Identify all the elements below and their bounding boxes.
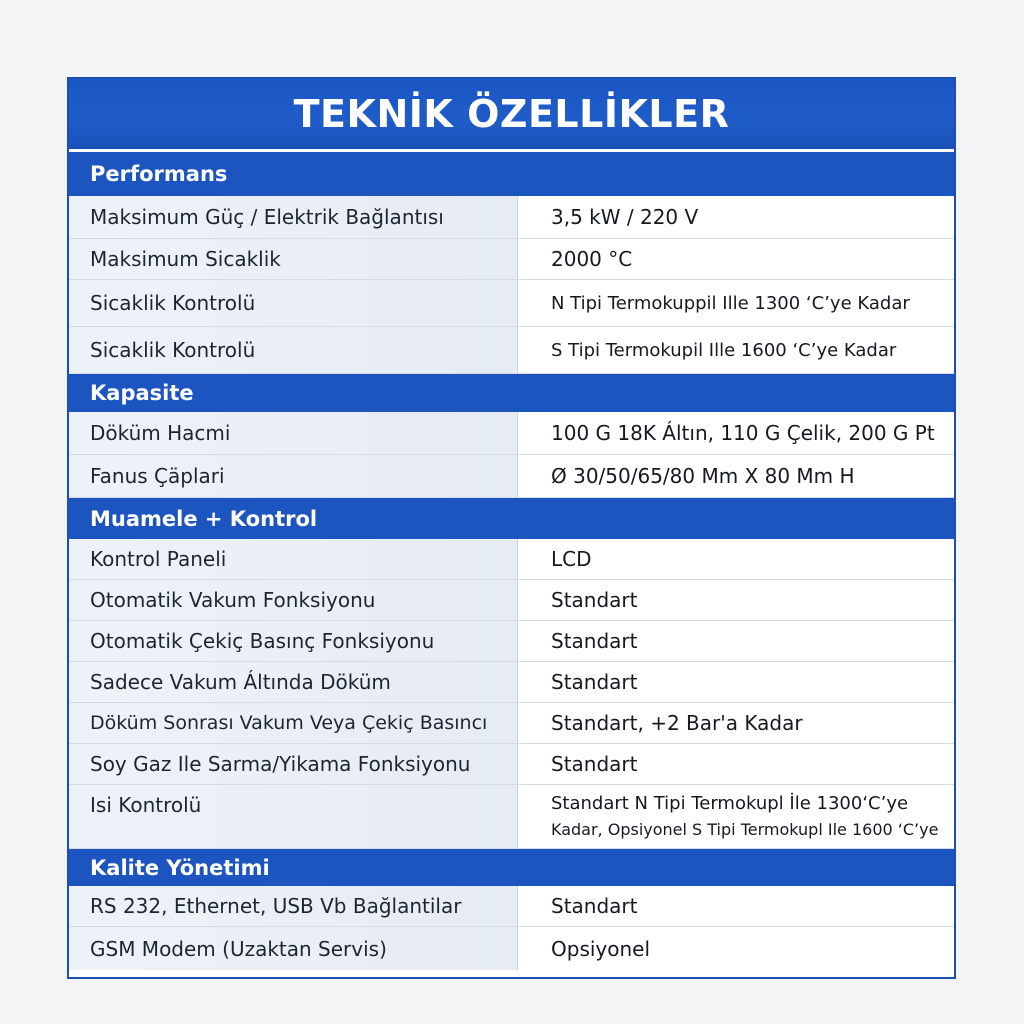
row-label: Maksimum Güç / Elektrik Bağlantısı <box>69 196 518 238</box>
row-value: Ø 30/50/65/80 Mm X 80 Mm H <box>518 455 954 497</box>
section-heading-kalite-yonetimi <box>69 849 954 886</box>
table-row <box>69 539 954 580</box>
table-row <box>69 280 954 327</box>
section-heading-kapasite <box>69 374 954 412</box>
spec-sheet <box>67 77 956 979</box>
table-row <box>69 621 954 662</box>
row-label: Maksimum Sicaklik <box>69 239 518 279</box>
section-heading-label: Kalite Yönetimi <box>90 855 270 880</box>
table-row <box>69 580 954 621</box>
row-label: Otomatik Çekiç Basınç Fonksiyonu <box>69 621 518 661</box>
row-label: Fanus Çäplari <box>69 455 518 497</box>
row-value <box>518 785 954 848</box>
table-row <box>69 886 954 927</box>
row-value: S Tipi Termokupil Ille 1600 ‘C’ye Kadar <box>518 327 954 373</box>
table-row <box>69 703 954 744</box>
row-value-line: Standart N Tipi Termokupl İle 1300‘C’ye <box>551 792 909 814</box>
row-value: Opsiyonel <box>518 927 954 970</box>
section-heading-label: Muamele + Kontrol <box>90 506 318 531</box>
row-label: Soy Gaz Ile Sarma/Yikama Fonksiyonu <box>69 744 518 784</box>
row-value-line: Kadar, Opsiyonel S Tipi Termokupl Ile 1600 ‘C’ye <box>551 819 939 839</box>
row-label: Kontrol Paneli <box>69 539 518 579</box>
table-row <box>69 455 954 498</box>
table-row <box>69 785 954 849</box>
table-row <box>69 744 954 785</box>
row-value: 3,5 kW / 220 V <box>518 196 954 238</box>
table-row <box>69 412 954 455</box>
row-value: Standart, +2 Bar'a Kadar <box>518 703 954 743</box>
row-label: Isi Kontrolü <box>69 785 518 848</box>
row-label: Sadece Vakum Áltında Döküm <box>69 662 518 702</box>
row-label: Döküm Hacmi <box>69 412 518 454</box>
title-bar <box>69 79 954 152</box>
row-value: 100 G 18K Áltın, 110 G Çelik, 200 G Pt <box>518 412 954 454</box>
row-value: Standart <box>518 621 954 661</box>
table-row <box>69 196 954 239</box>
row-value: Standart <box>518 886 954 926</box>
table-row <box>69 927 954 970</box>
table-row <box>69 662 954 703</box>
row-value: Standart <box>518 744 954 784</box>
row-value: LCD <box>518 539 954 579</box>
row-label: RS 232, Ethernet, USB Vb Bağlantilar <box>69 886 518 926</box>
row-label: Sicaklik Kontrolü <box>69 327 518 373</box>
row-value: 2000 °C <box>518 239 954 279</box>
section-heading-label: Kapasite <box>90 381 194 405</box>
row-label: Otomatik Vakum Fonksiyonu <box>69 580 518 620</box>
row-value: N Tipi Termokuppil Ille 1300 ‘C’ye Kadar <box>518 280 954 326</box>
table-row <box>69 327 954 374</box>
row-label: Sicaklik Kontrolü <box>69 280 518 326</box>
row-value: Standart <box>518 662 954 702</box>
page-title: TEKNİK ÖZELLİKLER <box>293 92 730 136</box>
section-heading-label: Performans <box>90 162 228 186</box>
section-heading-performans <box>69 152 954 196</box>
row-value: Standart <box>518 580 954 620</box>
section-heading-muamele-kontrol <box>69 498 954 539</box>
row-label: GSM Modem (Uzaktan Servis) <box>69 927 518 970</box>
table-row <box>69 239 954 280</box>
row-label: Döküm Sonrası Vakum Veya Çekiç Basıncı <box>69 703 518 743</box>
